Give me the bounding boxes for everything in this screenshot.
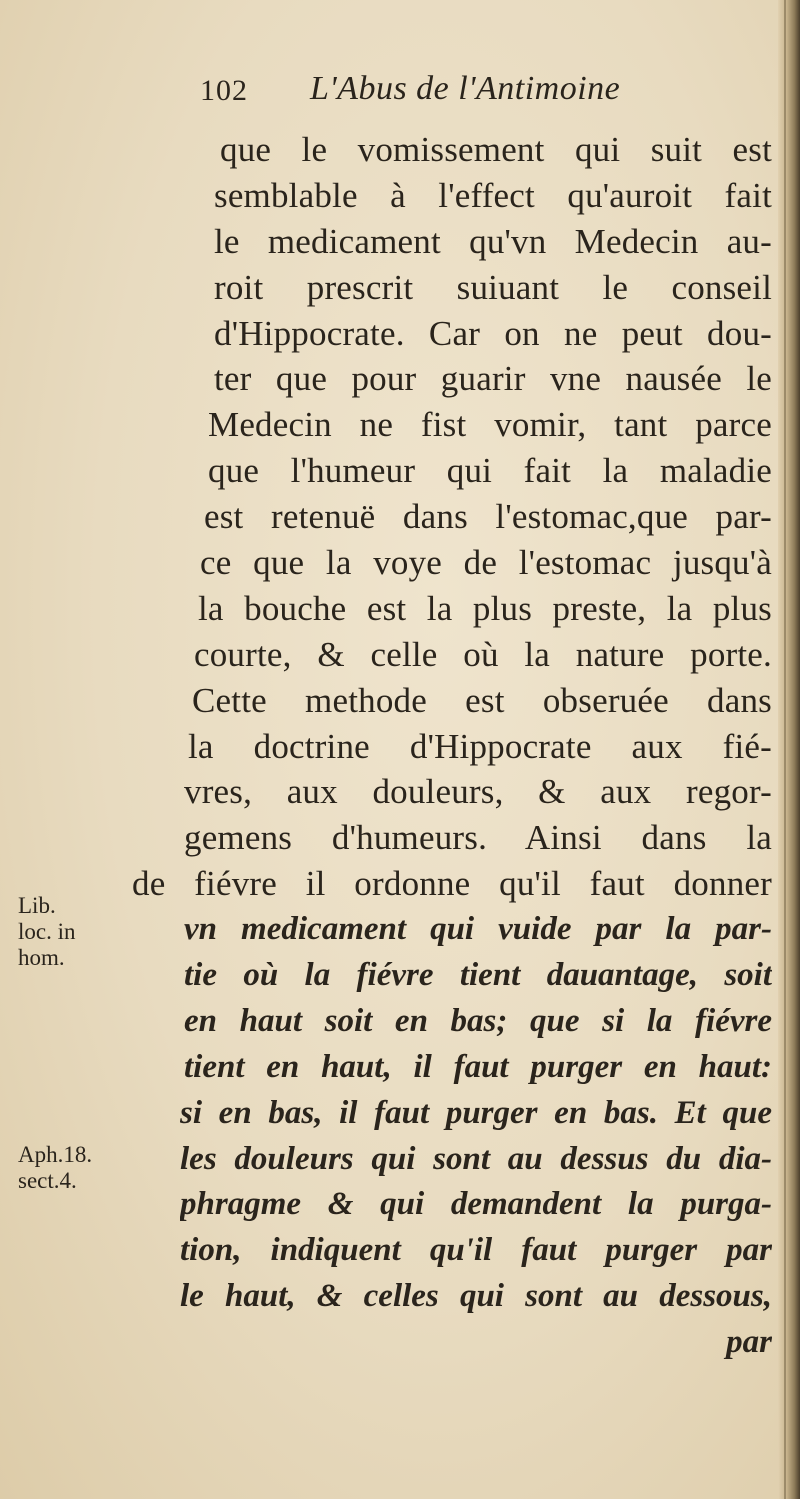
- text-line: la bouche est la plus preste, la plus: [198, 588, 772, 628]
- page-edge: [778, 0, 800, 1499]
- text-line: de fiévre il ordonne qu'il faut donner: [132, 864, 772, 904]
- text-line: vres, aux douleurs, & aux regor-: [184, 772, 772, 812]
- margin-note-line: Aph.18.: [18, 1142, 93, 1167]
- text-line: roit prescrit suiuant le conseil: [214, 267, 772, 307]
- text-line: la doctrine d'Hippocrate aux fié-: [188, 726, 772, 766]
- text-line: semblable à l'effect qu'auroit fait: [214, 175, 772, 215]
- margin-note-line: hom.: [18, 945, 65, 970]
- text-line: que l'humeur qui fait la maladie: [208, 451, 772, 491]
- page-header: [192, 70, 752, 122]
- text-line: tient en haut, il faut purger en haut:: [184, 1048, 772, 1085]
- margin-note: [18, 1142, 92, 1194]
- text-line: tion, indiquent qu'il faut purger par: [180, 1232, 772, 1269]
- text-line: tie où la fiévre tient dauantage, soit: [184, 957, 772, 994]
- text-line: Cette methode est obseruée dans: [192, 680, 772, 720]
- text-line: les douleurs qui sont au dessus du dia-: [180, 1140, 772, 1177]
- text-line: en haut soit en bas; que si la fiévre: [184, 1002, 772, 1039]
- text-line: d'Hippocrate. Car on ne peut dou-: [214, 313, 772, 353]
- text-line: que le vomissement qui suit est: [220, 130, 772, 169]
- text-line: ce que la voye de l'estomac jusqu'à: [200, 543, 772, 583]
- margin-note-line: sect.4.: [18, 1168, 77, 1193]
- text-line: si en bas, il faut purger en bas. Et que: [180, 1094, 772, 1131]
- body-text: [132, 127, 772, 1366]
- text-line: courte, & celle où la nature porte.: [194, 634, 772, 674]
- text-line: le medicament qu'vn Medecin au-: [214, 221, 772, 261]
- margin-note: [18, 893, 76, 971]
- page-number: 102: [200, 74, 248, 107]
- text-line: ter que pour guarir vne nausée le: [214, 359, 772, 399]
- text-line: est retenuë dans l'estomac,que par-: [204, 497, 772, 537]
- text-line: gemens d'humeurs. Ainsi dans la: [184, 818, 772, 858]
- margin-note-line: loc. in: [18, 919, 76, 944]
- text-line: le haut, & celles qui sont au dessous,: [180, 1278, 772, 1315]
- running-head: L'Abus de l'Antimoine: [310, 70, 621, 107]
- text-line: par: [726, 1324, 772, 1361]
- text-line: vn medicament qui vuide par la par-: [184, 911, 772, 948]
- text-line: Medecin ne fist vomir, tant parce: [208, 405, 772, 445]
- text-line: phragme & qui demandent la purga-: [180, 1186, 772, 1223]
- margin-note-line: Lib.: [18, 893, 56, 918]
